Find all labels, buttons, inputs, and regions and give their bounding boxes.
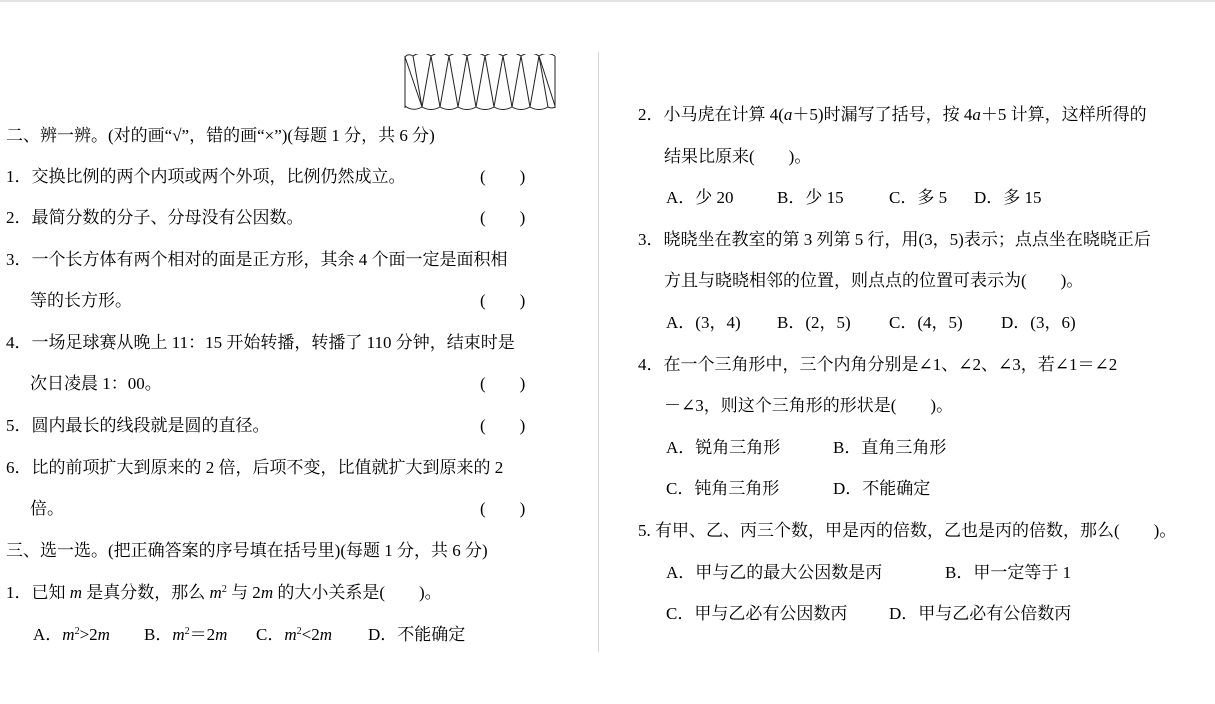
option-text: <2 [301, 625, 320, 644]
question-text-continued: 倍。 [30, 499, 64, 518]
question-text: ＋5)时漏写了括号，按 4 [792, 105, 973, 124]
option-a[interactable] [666, 312, 741, 334]
option-text: 多 5 [917, 188, 948, 207]
option-c[interactable] [889, 187, 947, 209]
math-var: m [69, 583, 83, 602]
math-exponent: 2 [74, 626, 80, 637]
math-var: a [783, 105, 793, 124]
question-number: 2． [6, 208, 32, 227]
option-text: 甲与乙必有公倍数丙 [918, 604, 1072, 623]
option-text: (3，4) [695, 313, 741, 332]
option-text: >2 [79, 625, 98, 644]
question-number: 4． [638, 355, 664, 374]
option-label: A． [666, 563, 696, 582]
option-text: (3，6) [1030, 313, 1076, 332]
question-number: 6． [6, 458, 32, 477]
question-text-continued: 次日凌晨 1：00。 [30, 374, 162, 393]
option-b[interactable] [777, 312, 851, 334]
answer-blank[interactable]: ( ) [480, 374, 526, 393]
option-label: C． [889, 188, 918, 207]
option-text: 少 15 [805, 188, 844, 207]
option-text: 多 15 [1003, 188, 1042, 207]
answer-blank[interactable]: ( ) [480, 416, 526, 435]
option-label: C． [889, 313, 918, 332]
column-divider [598, 52, 599, 652]
answer-blank[interactable]: ( ) [480, 291, 526, 310]
question-text: 圆内最长的线段就是圆的直径。 [31, 416, 270, 435]
answer-blank[interactable]: ( ) [480, 208, 526, 227]
option-text: 钝角三角形 [694, 479, 780, 498]
option-a[interactable] [666, 562, 882, 584]
option-text: 不能确定 [397, 625, 466, 644]
circle-sectors-rectangle-figure [404, 54, 556, 110]
math-var: m [97, 625, 110, 644]
option-text: 甲一定等于 1 [973, 563, 1072, 582]
section-3-title: 三、选一选。(把正确答案的序号填在括号里)(每题 1 分，共 6 分) [6, 541, 488, 560]
option-b[interactable] [945, 562, 1071, 584]
option-label: D． [368, 625, 398, 644]
question-text: 是真分数，那么 [82, 583, 210, 602]
question-text: 最简分数的分子、分母没有公因数。 [31, 208, 304, 227]
math-var: m [172, 625, 185, 644]
question-number: 3． [638, 230, 664, 249]
option-b[interactable] [144, 624, 227, 646]
option-b[interactable] [833, 437, 946, 459]
option-label: B． [945, 563, 974, 582]
question-text-continued: －∠3，则这个三角形的形状是( )。 [664, 396, 954, 415]
option-a[interactable] [666, 187, 734, 209]
option-text: 不能确定 [862, 479, 931, 498]
math-var: m [209, 583, 222, 602]
option-label: B． [144, 625, 173, 644]
question-text: 比的前项扩大到原来的 2 倍，后项不变，比值就扩大到原来的 2 [31, 458, 504, 477]
option-text: ＝2 [189, 625, 216, 644]
option-label: A． [666, 188, 696, 207]
math-var: m [319, 625, 332, 644]
question-text: 小马虎在计算 4( [663, 105, 784, 124]
option-b[interactable] [777, 187, 844, 209]
math-var: m [215, 625, 228, 644]
option-label: C． [666, 604, 695, 623]
option-label: D． [1001, 313, 1031, 332]
question-number: 3． [6, 250, 32, 269]
question-number: 5. [638, 521, 655, 540]
question-text-continued: 等的长方形。 [30, 291, 132, 310]
math-exponent: 2 [221, 584, 227, 595]
section-2-title: 二、辨一辨。(对的画“√”，错的画“×”)(每题 1 分，共 6 分) [6, 126, 435, 145]
option-d[interactable] [368, 624, 465, 646]
math-var: m [284, 625, 297, 644]
option-d[interactable] [833, 478, 930, 500]
question-text-continued: 方且与晓晓相邻的位置，则点点的位置可表示为( )。 [664, 271, 1084, 290]
option-c[interactable] [666, 478, 779, 500]
question-number: 5． [6, 416, 32, 435]
question-number: 4． [6, 333, 32, 352]
option-a[interactable] [666, 437, 780, 459]
option-text: 少 20 [695, 188, 734, 207]
option-label: B． [777, 188, 806, 207]
option-label: B． [777, 313, 806, 332]
question-text: 的大小关系是( )。 [273, 583, 442, 602]
math-exponent: 2 [296, 626, 302, 637]
question-text: ＋5 计算，这样所得的 [980, 105, 1147, 124]
question-number: 1． [6, 167, 32, 186]
option-text: 锐角三角形 [695, 438, 781, 457]
option-text: (4，5) [917, 313, 963, 332]
option-label: C． [666, 479, 695, 498]
option-label: D． [833, 479, 863, 498]
answer-blank[interactable]: ( ) [480, 167, 526, 186]
question-text: 交换比例的两个内项或两个外项，比例仍然成立。 [31, 167, 406, 186]
question-text: 一场足球赛从晚上 11：15 开始转播，转播了 110 分钟，结束时是 [31, 333, 515, 352]
option-d[interactable] [1001, 312, 1076, 334]
question-number: 2． [638, 105, 664, 124]
math-var: m [260, 583, 274, 602]
question-text: 晓晓坐在教室的第 3 列第 5 行，用(3，5)表示；点点坐在晓晓正后 [663, 230, 1151, 249]
option-label: A． [666, 438, 696, 457]
answer-blank[interactable]: ( ) [480, 499, 526, 518]
question-text: 与 2 [226, 583, 261, 602]
option-text: 甲与乙必有公因数丙 [694, 604, 848, 623]
option-label: B． [833, 438, 862, 457]
question-text: 在一个三角形中，三个内角分别是∠1、∠2、∠3，若∠1＝∠2 [663, 355, 1118, 374]
question-number: 1． [6, 583, 32, 602]
option-d[interactable] [974, 187, 1042, 209]
option-label: A． [33, 625, 63, 644]
option-label: C． [256, 625, 285, 644]
option-c[interactable] [666, 603, 847, 625]
top-border-bar [0, 0, 1215, 2]
question-text: 有甲、乙、丙三个数，甲是丙的倍数，乙也是丙的倍数，那么( )。 [655, 521, 1177, 540]
question-text: 已知 [31, 583, 70, 602]
option-label: D． [974, 188, 1004, 207]
question-text: 一个长方体有两个相对的面是正方形，其余 4 个面一定是面积相 [31, 250, 508, 269]
option-label: D． [889, 604, 919, 623]
math-var: a [972, 105, 981, 124]
option-c[interactable] [256, 624, 332, 646]
option-text: (2，5) [805, 313, 851, 332]
option-a[interactable] [33, 624, 110, 646]
math-exponent: 2 [184, 626, 190, 637]
math-var: m [62, 625, 75, 644]
option-d[interactable] [889, 603, 1071, 625]
question-text-continued: 结果比原来( )。 [664, 147, 812, 166]
option-text: 直角三角形 [861, 438, 947, 457]
option-label: A． [666, 313, 696, 332]
option-c[interactable] [889, 312, 963, 334]
option-text: 甲与乙的最大公因数是丙 [695, 563, 883, 582]
